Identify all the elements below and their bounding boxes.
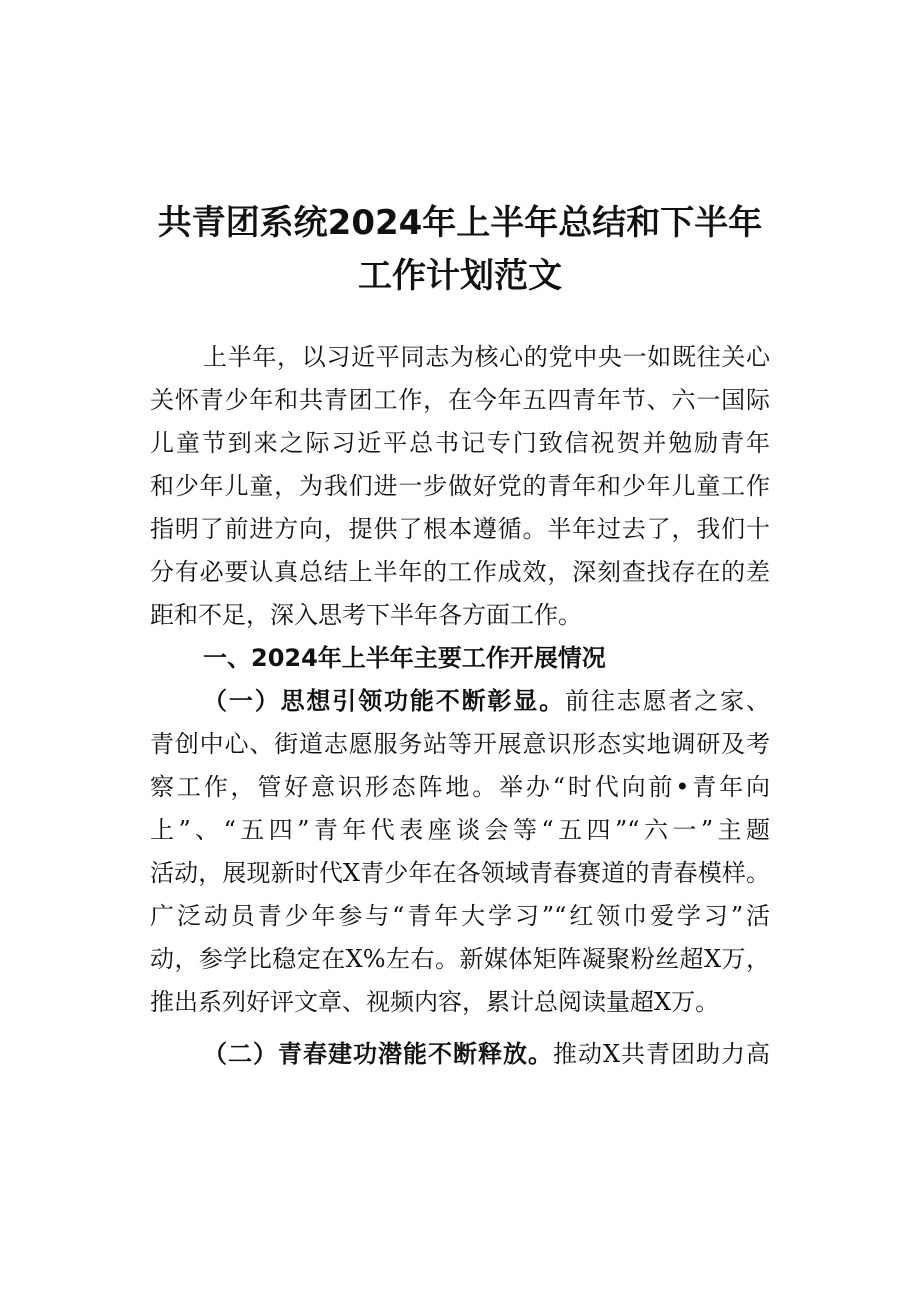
intro-line-3: 儿童节到来之际习近平总书记专门致信祝贺并勉励青年 — [150, 429, 770, 457]
intro-line-6: 分有必要认真总结上半年的工作成效，深刻查找存在的差 — [150, 558, 770, 586]
subsection-1-label: （一）思想引领功能不断彰显。 — [203, 687, 565, 715]
document-title-line-1: 共青团系统2024年上半年总结和下半年 — [157, 203, 763, 243]
subsection-1-line-2: 青创中心、街道志愿服务站等开展意识形态实地调研及考 — [150, 730, 770, 758]
subsection-2-first-line-text: 推动X共青团助力高 — [552, 1040, 771, 1068]
intro-line-5: 指明了前进方向，提供了根本遵循。半年过去了，我们十 — [150, 515, 770, 543]
subsection-2-first-line — [203, 1034, 770, 1074]
intro-line-7: 距和不足，深入思考下半年各方面工作。 — [150, 601, 582, 629]
subsection-1-line-8: 推出系列好评文章、视频内容，累计总阅读量超X万。 — [150, 988, 720, 1016]
subsection-1-line-4: 上”、“五四”青年代表座谈会等“五四”“六一”主题 — [150, 816, 770, 844]
subsection-1-first-line — [203, 681, 770, 721]
subsection-1-line-5: 活动，展现新时代X青少年在各领域青春赛道的青春模样。 — [150, 859, 770, 887]
intro-line-1: 上半年，以习近平同志为核心的党中央一如既往关心 — [203, 343, 770, 371]
subsection-1-line-6: 广泛动员青少年参与“青年大学习”“红领巾爱学习”活 — [150, 902, 770, 930]
subsection-2-label: （二）青春建功潜能不断释放。 — [203, 1040, 553, 1068]
subsection-1-line-3: 察工作，管好意识形态阵地。举办“时代向前•青年向 — [150, 773, 770, 801]
section-1-heading: 一、2024年上半年主要工作开展情况 — [203, 644, 606, 672]
intro-line-2: 关怀青少年和共青团工作，在今年五四青年节、六一国际 — [150, 386, 770, 414]
intro-line-4: 和少年儿童，为我们进一步做好党的青年和少年儿童工作 — [150, 472, 770, 500]
document-title-line-2: 工作计划范文 — [358, 256, 562, 296]
subsection-1-line-7: 动，参学比稳定在X%左右。新媒体矩阵凝聚粉丝超X万， — [150, 945, 770, 973]
subsection-1-first-line-text: 前往志愿者之家、 — [565, 687, 770, 715]
